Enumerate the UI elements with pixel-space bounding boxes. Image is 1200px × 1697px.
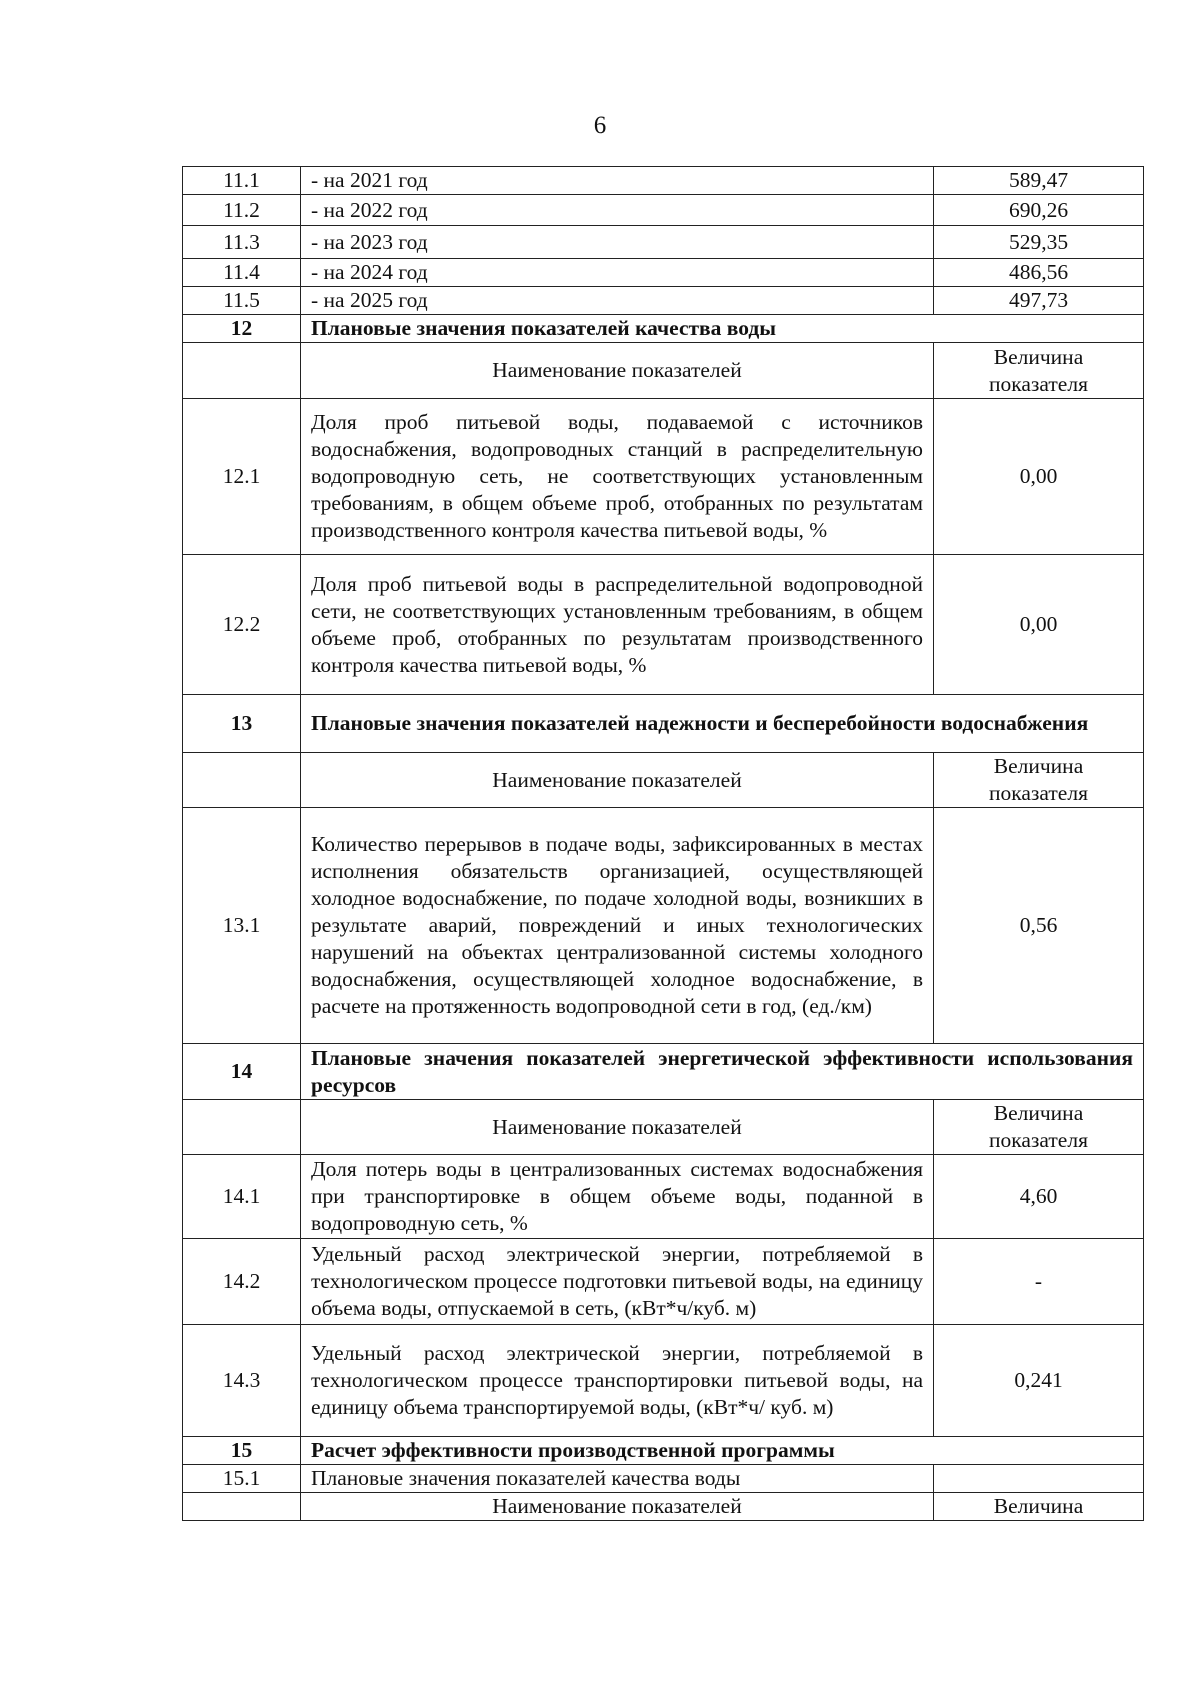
row-number: 11.4 (183, 259, 301, 287)
column-header-row (183, 753, 1144, 808)
header-name: Наименование показателей (301, 1100, 934, 1155)
section-number: 15 (183, 1437, 301, 1465)
table-row (183, 287, 1144, 315)
row-text: Количество перерывов в подаче воды, зафиксированных в местах исполнения обязательств организацией, осуществляющей холодное водоснабжение, по подаче холодной воды, возникших в результате аварий, повреждений и иных технологических нарушений на объектах централизованной системы холодного водоснабжения, осуществляющей холодное водоснабжение, в расчете на протяженность водопроводной сети в год, (ед./км) (301, 808, 934, 1044)
row-label: - на 2021 год (301, 167, 934, 195)
row-number: 13.1 (183, 808, 301, 1044)
table-row (183, 1155, 1144, 1239)
empty-cell (183, 1493, 301, 1521)
row-value: 4,60 (934, 1155, 1144, 1239)
row-number: 14.1 (183, 1155, 301, 1239)
table-row (183, 1465, 1144, 1493)
section-number: 14 (183, 1044, 301, 1100)
section-title: Плановые значения показателей энергетической эффективности использования ресурсов (301, 1044, 1144, 1100)
section-heading-row (183, 1044, 1144, 1100)
row-number: 14.3 (183, 1325, 301, 1437)
row-label: - на 2024 год (301, 259, 934, 287)
section-heading-row (183, 315, 1144, 343)
row-value: 0,00 (934, 555, 1144, 695)
row-number: 11.1 (183, 167, 301, 195)
table-row (183, 195, 1144, 226)
row-number: 12.2 (183, 555, 301, 695)
header-name: Наименование показателей (301, 1493, 934, 1521)
row-text: Доля потерь воды в централизованных системах водоснабжения при транспортировке в общем объеме воды, поданной в водопроводную сеть, % (301, 1155, 934, 1239)
row-number: 15.1 (183, 1465, 301, 1493)
row-value: 0,00 (934, 399, 1144, 555)
empty-cell (183, 1100, 301, 1155)
section-heading-row (183, 695, 1144, 753)
row-text: Доля проб питьевой воды в распределительной водопроводной сети, не соответствующих установленным требованиям, в общем объеме проб, отобранных по результатам производственного контроля качества питьевой воды, % (301, 555, 934, 695)
table-row (183, 226, 1144, 259)
section-title: Плановые значения показателей надежности и бесперебойности водоснабжения (301, 695, 1144, 753)
header-value: Величина показателя (934, 343, 1144, 399)
row-text: Удельный расход электрической энергии, потребляемой в технологическом процессе подготовки питьевой воды, на единицу объема воды, отпускаемой в сеть, (кВт*ч/куб. м) (301, 1239, 934, 1325)
table-row (183, 808, 1144, 1044)
production-program-table (182, 166, 1144, 1521)
header-name: Наименование показателей (301, 753, 934, 808)
row-label: - на 2022 год (301, 195, 934, 226)
row-value: - (934, 1239, 1144, 1325)
section-number: 12 (183, 315, 301, 343)
empty-cell (183, 343, 301, 399)
row-label: - на 2023 год (301, 226, 934, 259)
row-text: Плановые значения показателей качества воды (301, 1465, 934, 1493)
row-value: 589,47 (934, 167, 1144, 195)
section-heading-row (183, 1437, 1144, 1465)
table-row (183, 259, 1144, 287)
row-label: - на 2025 год (301, 287, 934, 315)
table-row (183, 555, 1144, 695)
section-title: Расчет эффективности производственной программы (301, 1437, 1144, 1465)
row-text: Доля проб питьевой воды, подаваемой с источников водоснабжения, водопроводных станций в распределительную водопроводную сеть, не соответствующих установленным требованиям, в общем объеме проб, отобранных по результатам производственного контроля качества питьевой воды, % (301, 399, 934, 555)
header-value: Величина показателя (934, 753, 1144, 808)
table-row (183, 1239, 1144, 1325)
table-row (183, 1325, 1144, 1437)
row-value: 690,26 (934, 195, 1144, 226)
row-text: Удельный расход электрической энергии, потребляемой в технологическом процессе транспортировки питьевой воды, на единицу объема транспортируемой воды, (кВт*ч/ куб. м) (301, 1325, 934, 1437)
header-value-short: Величина (934, 1493, 1144, 1521)
row-value: 0,56 (934, 808, 1144, 1044)
header-value: Величина показателя (934, 1100, 1144, 1155)
table-row (183, 399, 1144, 555)
row-value (934, 1465, 1144, 1493)
row-number: 11.5 (183, 287, 301, 315)
table-row (183, 167, 1144, 195)
section-title: Плановые значения показателей качества воды (301, 315, 1144, 343)
row-number: 11.3 (183, 226, 301, 259)
column-header-row (183, 1493, 1144, 1521)
row-value: 529,35 (934, 226, 1144, 259)
row-number: 12.1 (183, 399, 301, 555)
section-number: 13 (183, 695, 301, 753)
column-header-row (183, 1100, 1144, 1155)
row-value: 497,73 (934, 287, 1144, 315)
page-number: 6 (593, 112, 607, 139)
empty-cell (183, 753, 301, 808)
column-header-row (183, 343, 1144, 399)
row-value: 0,241 (934, 1325, 1144, 1437)
row-number: 11.2 (183, 195, 301, 226)
row-value: 486,56 (934, 259, 1144, 287)
row-number: 14.2 (183, 1239, 301, 1325)
header-name: Наименование показателей (301, 343, 934, 399)
